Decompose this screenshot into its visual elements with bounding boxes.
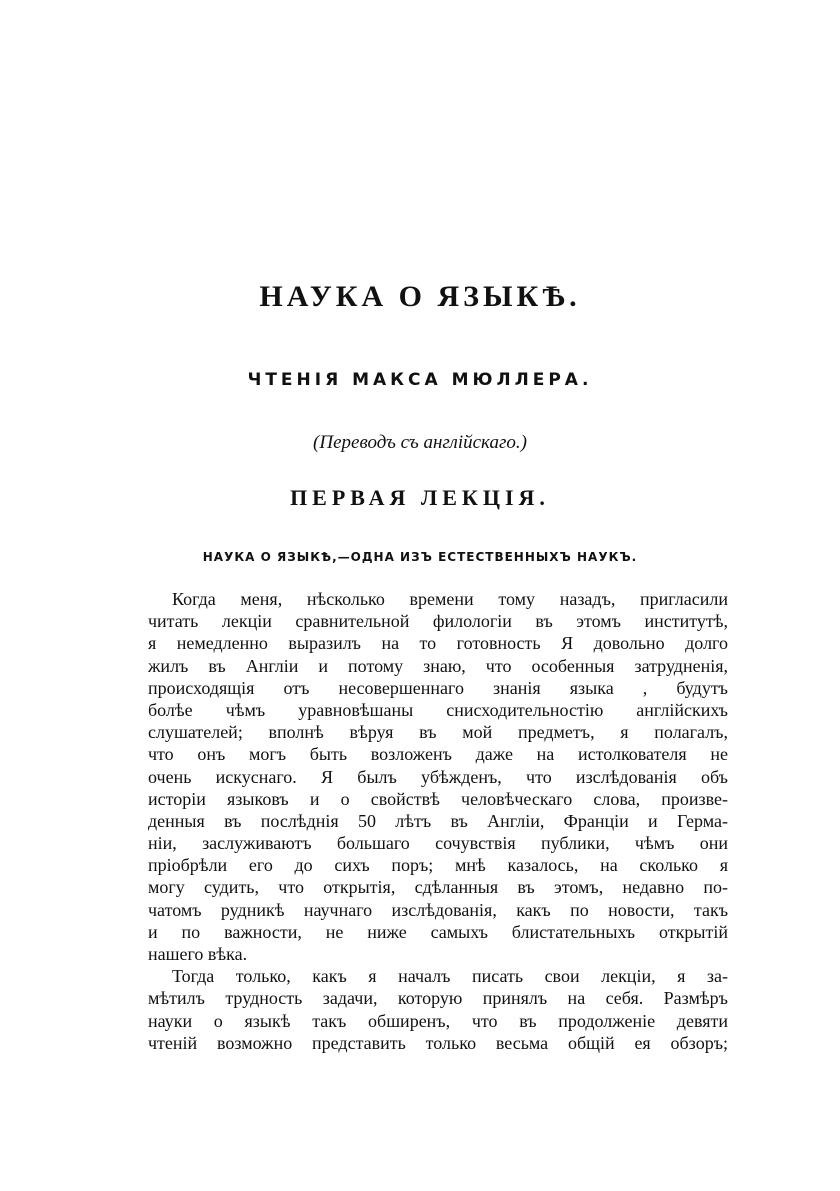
text-line: что онъ могъ быть возложенъ даже на истолкователя не — [148, 744, 728, 765]
text-line: науки о языкѣ такъ обширенъ, что въ продолженіе девяти — [148, 1010, 728, 1031]
text-line: пріобрѣли его до сихъ поръ; мнѣ казалось, на сколько я — [148, 855, 728, 876]
text-line: ніи, заслуживаютъ большаго сочувствія публики, чѣмъ они — [148, 833, 728, 854]
text-line: очень искуснаго. Я былъ убѣжденъ, что изслѣдованія объ — [148, 766, 728, 787]
text-line: болѣе чѣмъ уравновѣшаны снисходительностію англійскихъ — [148, 699, 728, 720]
text-line: я немедленно выразилъ на то готовность Я довольно долго — [148, 633, 728, 654]
text-line: слушателей; вполнѣ вѣруя въ мой предметъ, я полагалъ, — [148, 722, 728, 743]
lecture-title: ПЕРВАЯ ЛЕКЦІЯ. — [290, 485, 550, 510]
text-line: Тогда только, какъ я началъ писать свои лекціи, я за- — [172, 966, 728, 987]
text-line: могу судить, что открытія, сдѣланныя въ этомъ, недавно по- — [148, 877, 728, 898]
text-line: мѣтилъ трудность задачи, которую принялъ на себя. Размѣръ — [148, 988, 728, 1009]
text-line: нашего вѣка. — [148, 944, 248, 964]
text-line: Когда меня, нѣсколько времени тому назадъ, пригласили — [172, 589, 728, 609]
text-line: денныя въ послѣднія 50 лѣтъ въ Англіи, Франціи и Герма- — [148, 810, 728, 831]
text-line: чатомъ рудникѣ научнаго изслѣдованія, какъ по новости, такъ — [148, 899, 728, 920]
text-line: читать лекціи сравнительной филологіи въ этомъ институтѣ, — [148, 611, 728, 632]
page-title: НАУКА О ЯЗЫКѢ. — [259, 280, 581, 313]
subtitle: ЧТЕНІЯ МАКСА МЮЛЛЕРА. — [247, 370, 593, 390]
text-line: и по важности, не ниже самыхъ блистательныхъ открытій — [148, 921, 728, 942]
text-line: жилъ въ Англіи и потому знаю, что особенныя затрудненія, — [148, 655, 728, 676]
body-text — [148, 588, 728, 1054]
text-line: происходящія отъ несовершеннаго знанія языка , будутъ — [148, 677, 728, 698]
text-line: чтеній возможно представить только весьма общій ея обзоръ; — [148, 1032, 728, 1053]
section-heading: НАУКА О ЯЗЫКѢ,—ОДНА ИЗЪ ЕСТЕСТВЕННЫХЪ НАУКЪ. — [202, 550, 638, 564]
translation-note: (Переводъ съ англійскаго.) — [313, 432, 527, 453]
text-line: исторіи языковъ и о свойствѣ человѣческаго слова, произве- — [148, 788, 728, 809]
